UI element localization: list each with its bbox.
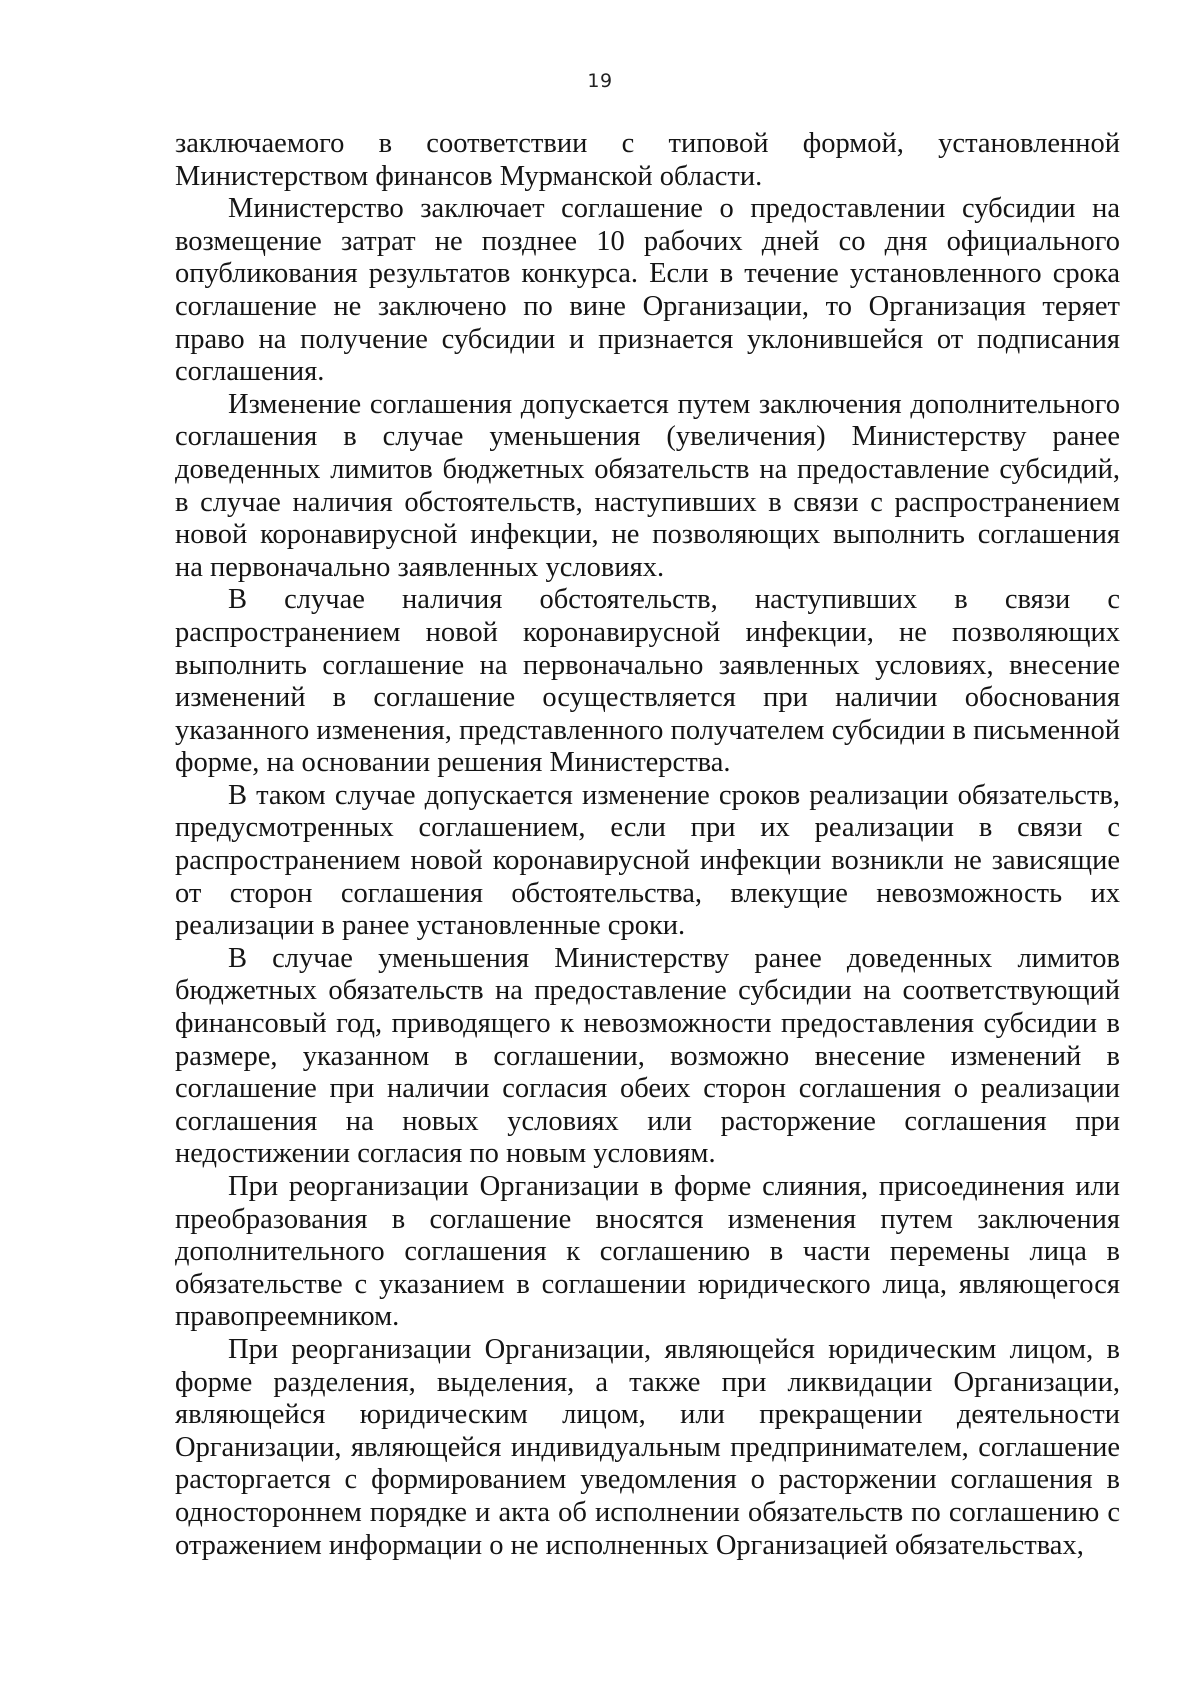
document-body: [175, 128, 1120, 1562]
paragraph-reorganization-liquidation: При реорганизации Организации, являющейся юридическим лицом, в форме разделения, выделения, а также при ликвидации Организации, являющейся юридическим лицом, или прекращении деятельности Организации, являющейся индивидуальным предпринимателем, соглашение расторгается с формированием уведомления о расторжении соглашения в одностороннем порядке и акта об исполнении обязательств по соглашению с отражением информации о не исполненных Организацией обязательствах,: [175, 1333, 1120, 1561]
page-number: 19: [587, 70, 613, 92]
paragraph-continuation: заключаемого в соответствии с типовой формой, установленной Министерством финансов Мурманской области.: [175, 128, 1120, 192]
paragraph-coronavirus-changes: В случае наличия обстоятельств, наступивших в связи с распространением новой коронавирусной инфекции, не позволяющих выполнить соглашение на первоначально заявленных условиях, внесение изменений в соглашение осуществляется при наличии обоснования указанного изменения, представленного получателем субсидии в письменной форме, на основании решения Министерства.: [175, 584, 1120, 779]
paragraph-deadline-changes: В таком случае допускается изменение сроков реализации обязательств, предусмотренных соглашением, если при их реализации в связи с распространением новой коронавирусной инфекции возникли не зависящие от сторон соглашения обстоятельства, влекущие невозможность их реализации в ранее установленные сроки.: [175, 779, 1120, 942]
paragraph-limit-reduction: В случае уменьшения Министерству ранее доведенных лимитов бюджетных обязательств на предоставление субсидии на соответствующий финансовый год, приводящего к невозможности предоставления субсидии в размере, указанном в соглашении, возможно внесение изменений в соглашение при наличии согласия обеих сторон соглашения о реализации соглашения на новых условиях или расторжение соглашения при недостижении согласия по новым условиям.: [175, 942, 1120, 1170]
paragraph-agreement-amendment: Изменение соглашения допускается путем заключения дополнительного соглашения в случае уменьшения (увеличения) Министерству ранее доведенных лимитов бюджетных обязательств на предоставление субсидий, в случае наличия обстоятельств, наступивших в связи с распространением новой коронавирусной инфекции, не позволяющих выполнить соглашения на первоначально заявленных условиях.: [175, 388, 1120, 583]
paragraph-reorganization-merger: При реорганизации Организации в форме слияния, присоединения или преобразования в соглашение вносятся изменения путем заключения дополнительного соглашения к соглашению в части перемены лица в обязательстве с указанием в соглашении юридического лица, являющегося правопреемником.: [175, 1171, 1120, 1333]
paragraph-agreement-conclusion: Министерство заключает соглашение о предоставлении субсидии на возмещение затрат не позднее 10 рабочих дней со дня официального опубликования результатов конкурса. Если в течение установленного срока соглашение не заключено по вине Организации, то Организация теряет право на получение субсидии и признается уклонившейся от подписания соглашения.: [175, 193, 1120, 388]
